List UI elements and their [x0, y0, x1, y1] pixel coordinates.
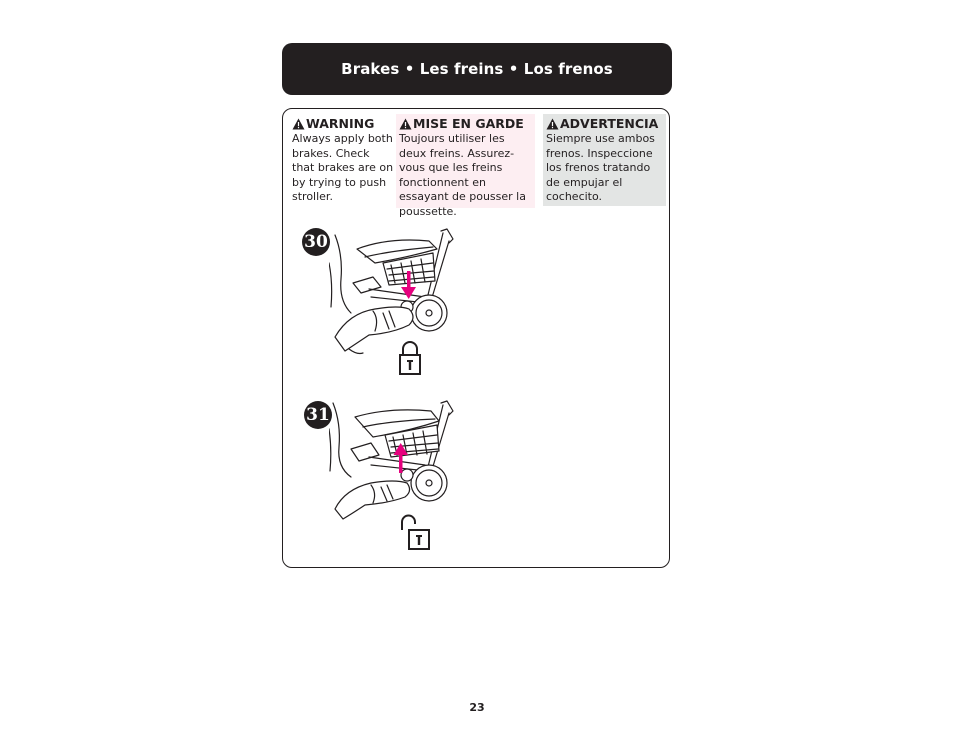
step-number: 31: [306, 405, 330, 425]
warning-heading-french: MISE EN GARDE: [399, 116, 532, 131]
step-number: 30: [304, 232, 328, 252]
warning-english: [289, 114, 397, 214]
warning-heading-spanish: ADVERTENCIA: [546, 116, 663, 131]
section-title-bar: [282, 43, 672, 95]
warning-spanish: [543, 114, 666, 206]
brake-release-illustration: [329, 399, 459, 527]
warning-text-french: Toujours utiliser les deux freins. Assurez-vous que les freins fonctionnent en essayant de pousser la poussette.: [399, 132, 526, 218]
warning-french: [396, 114, 535, 218]
warning-triangle-icon: [292, 118, 305, 130]
warning-triangle-icon: [546, 118, 559, 130]
brake-engage-illustration: [329, 227, 459, 367]
unlocked-padlock-icon: [399, 514, 431, 550]
warning-triangle-icon: [399, 118, 412, 130]
page-number: 23: [469, 701, 485, 714]
locked-padlock-icon: [399, 341, 421, 375]
step-number-badge: [302, 228, 330, 256]
instructions-panel: [282, 108, 670, 568]
warning-text-spanish: Siempre use ambos frenos. Inspeccione los frenos tratando de empujar el cochecito.: [546, 132, 655, 204]
warning-text-english: Always apply both brakes. Check that brakes are on by trying to push stroller.: [292, 132, 394, 204]
step-number-badge: [304, 401, 332, 429]
section-title: Brakes • Les freins • Los frenos: [341, 60, 613, 78]
warning-heading-english: WARNING: [292, 116, 394, 131]
